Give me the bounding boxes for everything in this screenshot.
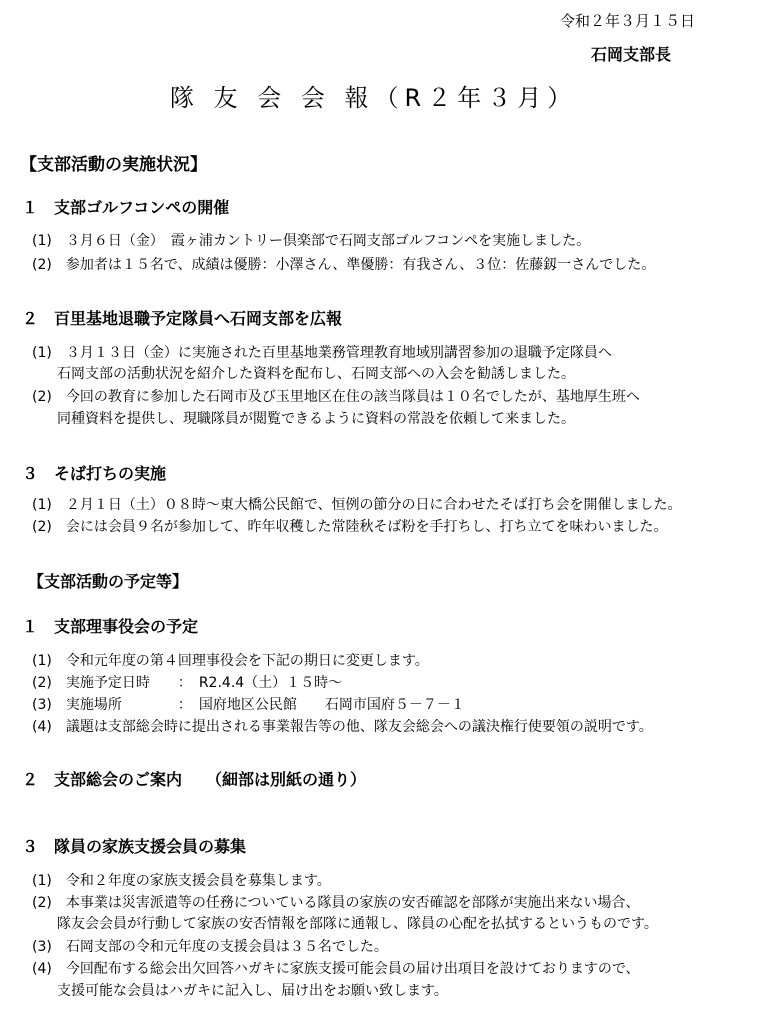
section-heading-status: 【支部活動の実施状況】 bbox=[20, 155, 207, 175]
topic-heading-hyakuri: ２ 百里基地退職予定隊員へ石岡支部を広報 bbox=[22, 309, 343, 328]
list-item: (3) 石岡支部の令和元年度の支援会員は３５名でした。 bbox=[32, 939, 388, 955]
list-item: (1) ３月１３日（金）に実施された百里基地業務管理教育地域別講習参加の退職予定隊員へ bbox=[32, 345, 612, 361]
list-item: (1) 令和元年度の第４回理事役会を下記の期日に変更します。 bbox=[32, 653, 429, 669]
list-item: (2) 実施予定日時 ： R2.4.4（土）１５時～ bbox=[32, 675, 343, 691]
document-date: 令和２年３月１５日 bbox=[560, 12, 696, 30]
document-title: 隊 友 会 会 報（R２年３月） bbox=[170, 84, 578, 112]
list-item: (4) 今回配布する総会出欠回答ハガキに家族支援可能会員の届け出項目を設けておりますので、 bbox=[32, 961, 640, 977]
list-item: (2) 参加者は１５名で、成績は優勝：小澤さん、準優勝：有我さん、３位：佐藤釼一さんでした。 bbox=[32, 257, 656, 273]
list-item: (1) ２月１日（土）０８時～東大橋公民館で、恒例の節分の日に合わせたそば打ち会を開催しました。 bbox=[32, 497, 682, 513]
topic-heading-board-meeting: １ 支部理事役会の予定 bbox=[22, 617, 199, 636]
section-heading-plans: 【支部活動の予定等】 bbox=[28, 572, 189, 591]
list-item-continuation: 支援可能な会員はハガキに記入し、届け出をお願い致します。 bbox=[57, 983, 448, 999]
list-item-continuation: 石岡支部の活動状況を紹介した資料を配布し、石岡支部への入会を勧誘しました。 bbox=[57, 366, 575, 382]
list-item: (1) 令和２年度の家族支援会員を募集します。 bbox=[32, 873, 331, 889]
list-item: (2) 今回の教育に参加した石岡市及び玉里地区在住の該当隊員は１０名でしたが、基地厚生班へ bbox=[32, 389, 640, 405]
topic-heading-soba: ３ そば打ちの実施 bbox=[22, 464, 167, 483]
list-item: (3) 実施場所 ： 国府地区公民館 石岡市国府５－７－１ bbox=[32, 697, 465, 713]
list-item-continuation: 同種資料を提供し、現職隊員が閲覧できるように資料の常設を依頼して来ました。 bbox=[57, 411, 575, 427]
document-author: 石岡支部長 bbox=[591, 45, 672, 64]
topic-heading-general-meeting: ２ 支部総会のご案内 （細部は別紙の通り） bbox=[22, 770, 367, 789]
list-item: (1) ３月６日（金） 霞ヶ浦カントリー倶楽部で石岡支部ゴルフコンペを実施しました。 bbox=[32, 233, 591, 249]
list-item-continuation: 隊友会会員が行動して家族の安否情報を部隊に通報し、隊員の心配を払拭するというものです。 bbox=[57, 916, 658, 932]
topic-heading-family-support: ３ 隊員の家族支援会員の募集 bbox=[22, 837, 247, 856]
list-item: (2) 本事業は災害派遣等の任務についている隊員の家族の安否確認を部隊が実施出来ない場合、 bbox=[32, 895, 640, 911]
list-item: (2) 会には会員９名が参加して、昨年収穫した常陸秋そば粉を手打ちし、打ち立てを味わいました。 bbox=[32, 519, 668, 535]
topic-heading-golf: １ 支部ゴルフコンペの開催 bbox=[22, 198, 230, 217]
list-item: (4) 議題は支部総会時に提出される事業報告等の他、隊友会総会への議決権行使要領の説明です。 bbox=[32, 719, 653, 735]
